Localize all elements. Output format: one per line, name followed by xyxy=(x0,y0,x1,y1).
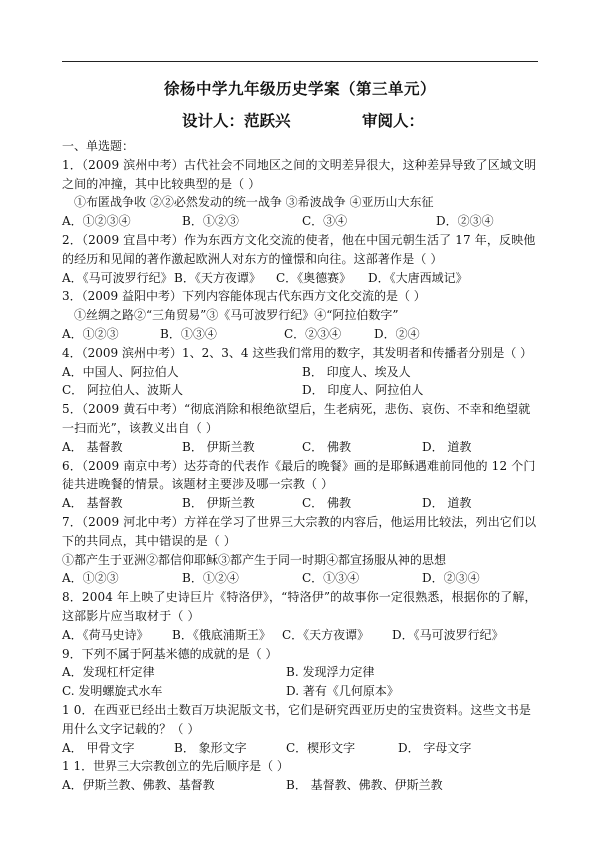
option-c[interactable]: C． 佛教 xyxy=(302,496,351,511)
question-sub-items: ①都产生于亚洲②都信仰耶稣③都产生于同一时期④都宣扬服从神的思想 xyxy=(62,552,447,567)
option-d[interactable]: D． 道教 xyxy=(422,496,472,511)
option-c[interactable]: C．③④ xyxy=(302,214,348,229)
option-b[interactable]: B．①③④ xyxy=(160,326,217,341)
question-sub-items: ①丝绸之路②“三角贸易”③《马可波罗行纪》④“阿拉伯数字” xyxy=(74,308,399,323)
option-row xyxy=(62,569,542,588)
option-c[interactable]: C. 发明螺旋式水车 xyxy=(62,684,163,699)
option-row xyxy=(62,776,542,795)
option-a[interactable]: A．《马可波罗行纪》 xyxy=(62,270,173,285)
option-d[interactable]: D. 著有《几何原本》 xyxy=(286,684,399,699)
option-a[interactable]: A． 甲骨文字 xyxy=(62,740,135,755)
option-row xyxy=(62,663,542,682)
option-d[interactable]: D．②③④ xyxy=(436,214,494,229)
option-c[interactable]: C．《奥德赛》 xyxy=(276,270,352,285)
option-b[interactable]: B． 象形文字 xyxy=(174,740,247,755)
option-a[interactable]: A．①②③ xyxy=(62,326,119,341)
question-stem: 1 0．在西亚已经出土数百万块泥版文书，它们是研究西亚历史的宝贵资料。这些文书是用什么文字记载的？（ ） xyxy=(62,702,532,736)
option-d[interactable]: D．②④ xyxy=(374,326,420,341)
question-stem: 5．（2009 黄石中考）“彻底消除和根绝欲望后，生老病死，悲伤、哀伤、不幸和绝望就一扫而光”，该教义出自（ ） xyxy=(62,402,531,435)
question-stem: 6．（2009 南京中考）达芬奇的代表作《最后的晚餐》画的是耶稣遇难前同他的 12 个门徒共进晚餐的情景。该题材主要涉及哪一宗教（ ） xyxy=(62,458,536,492)
option-row xyxy=(62,212,542,231)
question-stem: 9．下列不属于阿基米德的成就的是（ ） xyxy=(62,646,278,661)
option-d[interactable]: D．《马可波罗行纪》 xyxy=(392,627,504,642)
question-sub-items: ①布匿战争收 ②②必然发动的统一战争 ③希波战争 ④亚历山大东征 xyxy=(74,195,434,210)
page-title: 徐杨中学九年级历史学案（第三单元） xyxy=(163,80,436,98)
question-stem: 8．2004 年上映了史诗巨片《特洛伊》，“特洛伊”的故事你一定很熟悉，根据你的了解，这部影片应当取材于（ ） xyxy=(62,590,537,623)
option-c[interactable]: C．《天方夜谭》 xyxy=(282,627,370,642)
designer-label: 设计人：范跃兴 xyxy=(182,112,291,130)
option-c[interactable]: C．楔形文字 xyxy=(286,740,356,755)
option-b[interactable]: B． 基督教、佛教、伊斯兰教 xyxy=(286,778,443,793)
option-b[interactable]: B．①②③ xyxy=(182,214,239,229)
option-c[interactable]: C．②③④ xyxy=(284,326,342,341)
option-row xyxy=(62,381,542,400)
option-row xyxy=(62,325,542,344)
question-stem: 2．（2009 宜昌中考）作为东西方文化交流的使者，他在中国元朝生活了 17 年，反映他的经历和见闻的著作激起欧洲人对东方的憧憬和向往。这部著作是（ ） xyxy=(62,232,536,266)
option-row xyxy=(62,269,542,288)
top-rule xyxy=(62,61,538,62)
option-b[interactable]: B．①②④ xyxy=(182,571,239,586)
option-c[interactable]: C． 阿拉伯人、波斯人 xyxy=(62,383,183,398)
question-list xyxy=(62,137,542,795)
option-row xyxy=(62,682,542,701)
option-a[interactable]: A． 基督教 xyxy=(62,439,123,454)
option-row xyxy=(62,363,542,382)
reviewer-label: 审阅人： xyxy=(362,112,425,130)
option-b[interactable]: B. 发现浮力定律 xyxy=(286,665,375,680)
question-stem: 4．（2009 滨州中考）1、2、3、4 这些我们常用的数字，其发明者和传播者分别是（ ） xyxy=(62,345,533,360)
option-b[interactable]: B． 伊斯兰教 xyxy=(182,496,255,511)
question-stem: 1 1．世界三大宗教创立的先后顺序是（ ） xyxy=(62,759,289,774)
option-row xyxy=(62,438,542,457)
section-heading: 一、单选题： xyxy=(62,139,135,153)
option-b[interactable]: B． 印度人、埃及人 xyxy=(302,364,411,379)
question-stem: 1．（2009 滨州中考）古代社会不同地区之间的文明差异很大，这种差异导致了区域文明之间的冲撞，其中比较典型的是（ ） xyxy=(62,157,537,191)
option-b[interactable]: B． 伊斯兰教 xyxy=(182,439,255,454)
option-a[interactable]: A．《荷马史诗》 xyxy=(62,627,149,642)
option-row xyxy=(62,626,542,645)
question-stem: 7．（2009 河北中考）方祥在学习了世界三大宗教的内容后，他运用比较法，列出它们以下的共同点，其中错误的是（ ） xyxy=(62,514,537,548)
option-c[interactable]: C．①③④ xyxy=(302,571,360,586)
option-a[interactable]: A．①②③ xyxy=(62,571,119,586)
option-d[interactable]: D． 道教 xyxy=(422,439,472,454)
option-b[interactable]: B．《天方夜谭》 xyxy=(174,270,261,285)
option-b[interactable]: B．《俄底浦斯王》 xyxy=(172,627,271,642)
option-row xyxy=(62,739,542,758)
option-a[interactable]: A．①②③④ xyxy=(62,214,131,229)
option-a[interactable]: A．中国人、阿拉伯人 xyxy=(62,364,179,379)
option-a[interactable]: A． 基督教 xyxy=(62,496,123,511)
option-a[interactable]: A．发现杠杆定律 xyxy=(62,665,155,680)
option-row xyxy=(62,494,542,513)
option-d[interactable]: D．②③④ xyxy=(422,571,480,586)
question-stem: 3．（2009 益阳中考）下列内容能体现古代东西方文化交流的是（ ） xyxy=(62,289,426,304)
option-d[interactable]: D．《大唐西域记》 xyxy=(368,270,468,285)
option-d[interactable]: D． 字母文字 xyxy=(398,740,472,755)
option-c[interactable]: C． 佛教 xyxy=(302,439,351,454)
option-d[interactable]: D． 印度人、阿拉伯人 xyxy=(302,383,424,398)
option-a[interactable]: A．伊斯兰教、佛教、基督教 xyxy=(62,778,215,793)
